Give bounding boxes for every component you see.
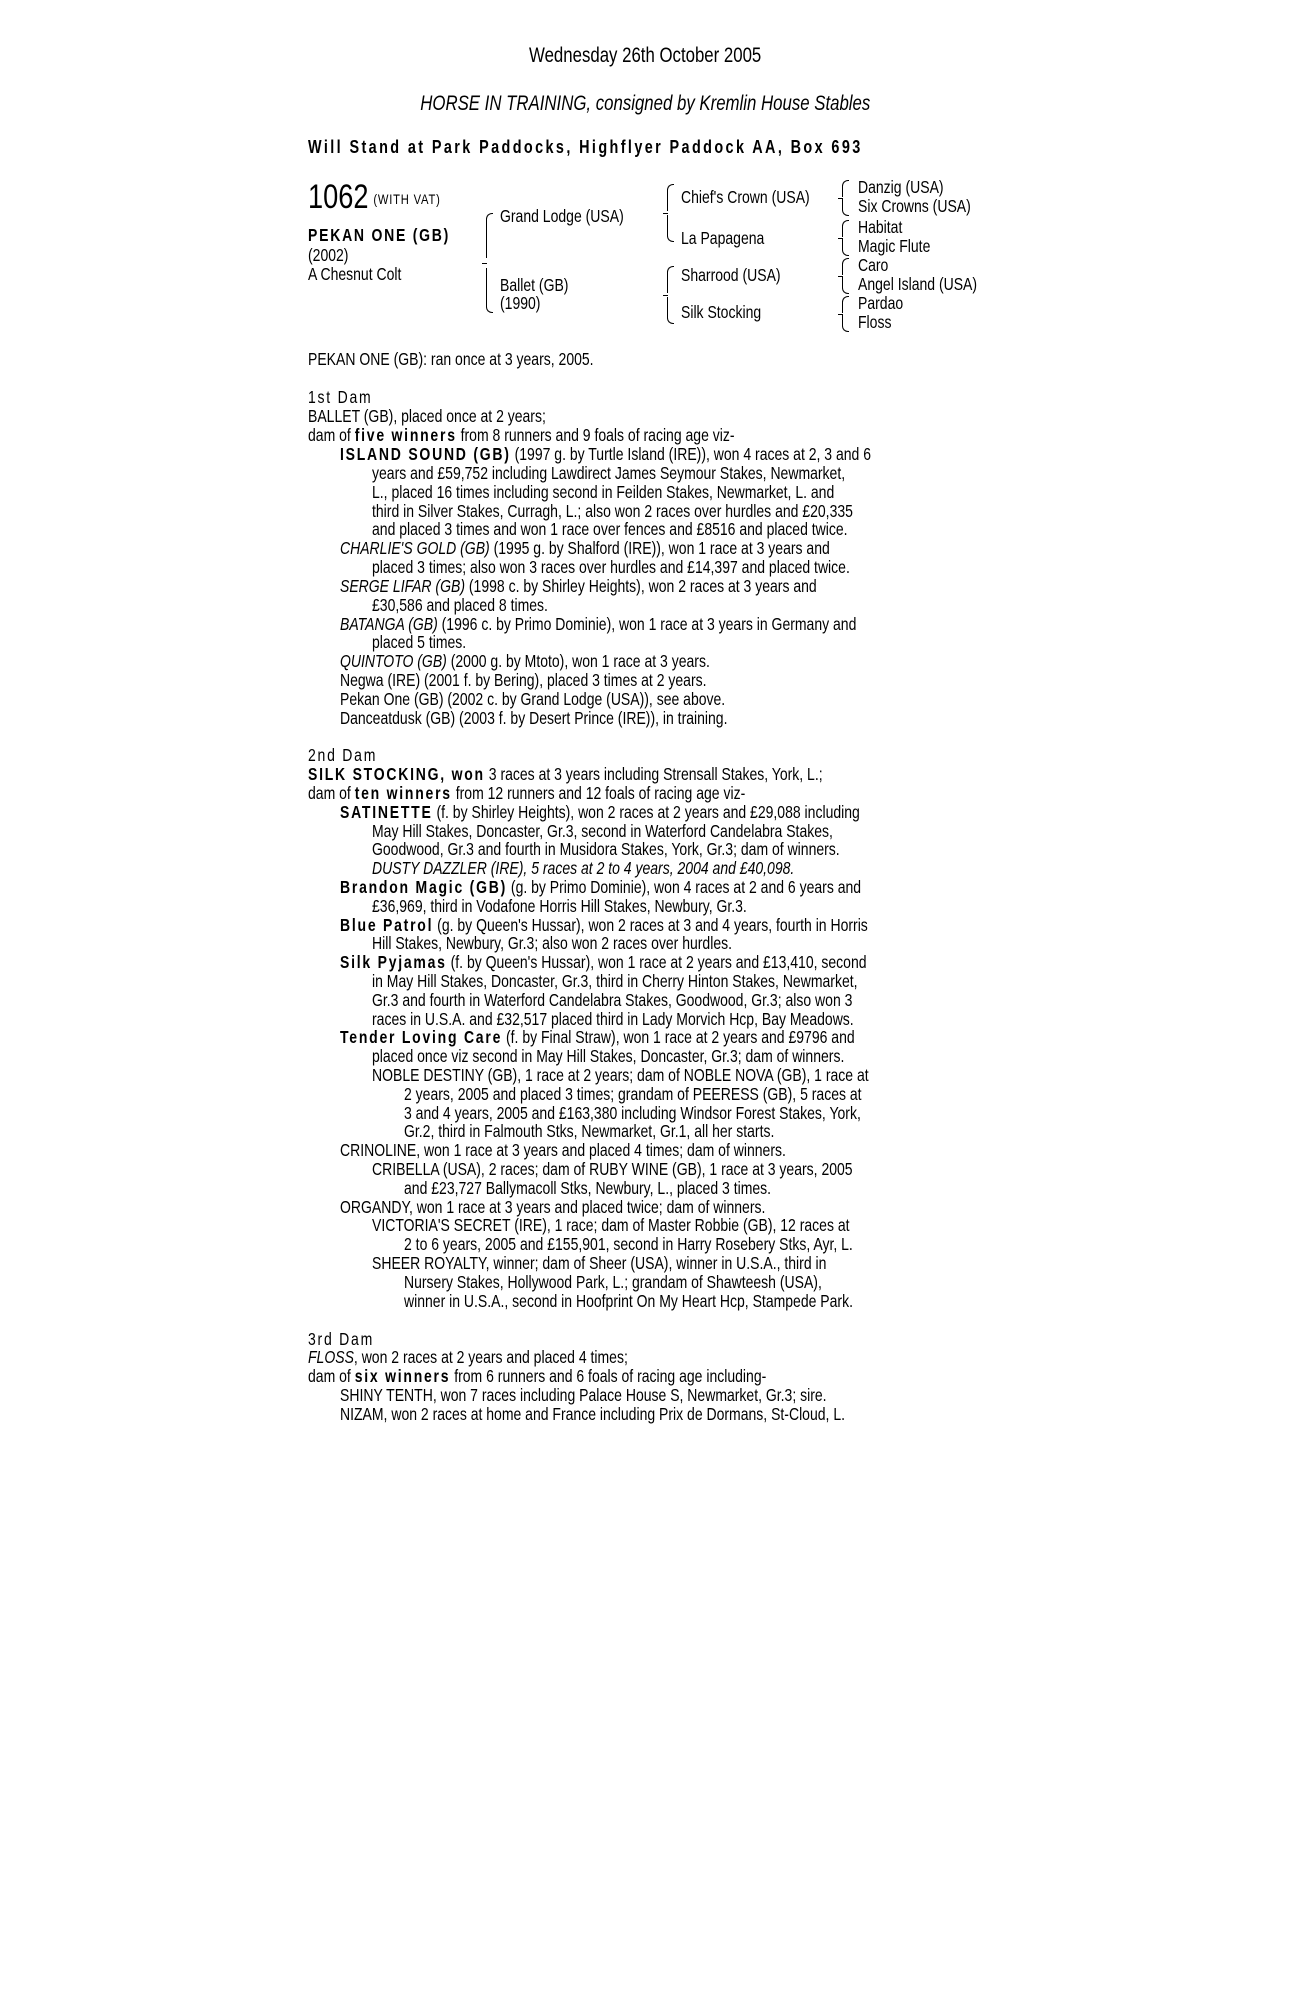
produce-entry: Danceatdusk (GB) (2003 f. by Desert Prince (IRE)), in training. bbox=[340, 708, 728, 728]
produce-entry-cont: Goodwood, Gr.3 and fourth in Musidora Stakes, York, Gr.3; dam of winners. bbox=[372, 839, 840, 859]
produce-entry: CRINOLINE, won 1 race at 3 years and placed 4 times; dam of winners. bbox=[340, 1140, 786, 1160]
produce-entry: SHINY TENTH, won 7 races including Palace House S, Newmarket, Gr.3; sire. bbox=[340, 1385, 827, 1405]
produce-entry: Pekan One (GB) (2002 c. by Grand Lodge (USA)), see above. bbox=[340, 689, 726, 709]
pedigree-sire-sire: Chief's Crown (USA) bbox=[681, 187, 810, 207]
produce-entry: BATANGA (GB) (1996 c. by Primo Dominie), won 1 race at 3 years in Germany and bbox=[340, 614, 857, 634]
pedigree-brace bbox=[663, 184, 673, 242]
pedigree-brace bbox=[838, 180, 848, 216]
lot-number: 1062 (WITH VAT) bbox=[308, 178, 441, 216]
pedigree-g7: Pardao bbox=[858, 293, 904, 313]
produce-entry-cont: 2 to 6 years, 2005 and £155,901, second in Harry Rosebery Stks, Ayr, L. bbox=[404, 1234, 853, 1254]
produce-entry-cont: and placed 3 times and won 1 race over fences and £8516 and placed twice. bbox=[372, 519, 848, 539]
produce-entry-cont: races in U.S.A. and £32,517 placed third in Lady Morvich Hcp, Bay Meadows. bbox=[372, 1009, 854, 1029]
produce-entry-cont: Hill Stakes, Newbury, Gr.3; also won 2 races over hurdles. bbox=[372, 933, 733, 953]
produce-entry: ORGANDY, won 1 race at 3 years and placed twice; dam of winners. bbox=[340, 1197, 766, 1217]
pedigree-dam: Ballet (GB) bbox=[500, 275, 569, 295]
stand-location: Will Stand at Park Paddocks, Highflyer Paddock AA, Box 693 bbox=[308, 137, 863, 157]
produce-entry: NIZAM, won 2 races at home and France including Prix de Dormans, St-Cloud, L. bbox=[340, 1404, 845, 1424]
pedigree-dam-dam: Silk Stocking bbox=[681, 302, 762, 322]
section-heading: 1st Dam bbox=[308, 387, 373, 407]
produce-entry: Blue Patrol (g. by Queen's Hussar), won 2 races at 3 and 4 years, fourth in Horris bbox=[340, 915, 868, 935]
produce-entry: Negwa (IRE) (2001 f. by Bering), placed 3 times at 2 years. bbox=[340, 670, 707, 690]
produce-entry: Tender Loving Care (f. by Final Straw), won 1 race at 2 years and £9796 and bbox=[340, 1027, 855, 1047]
pedigree-sire-dam: La Papagena bbox=[681, 228, 765, 248]
produce-entry-cont: £36,969, third in Vodafone Horris Hill Stakes, Newbury, Gr.3. bbox=[372, 896, 747, 916]
pedigree-dam-sire: Sharrood (USA) bbox=[681, 265, 781, 285]
pedigree-brace bbox=[838, 258, 848, 294]
produce-entry-cont: 2 years, 2005 and placed 3 times; grandam of PEERESS (GB), 5 races at bbox=[404, 1084, 862, 1104]
produce-entry: SATINETTE (f. by Shirley Heights), won 2 races at 2 years and £29,088 including bbox=[340, 802, 860, 822]
produce-entry: ISLAND SOUND (GB) (1997 g. by Turtle Island (IRE)), won 4 races at 2, 3 and 6 bbox=[340, 444, 871, 464]
produce-entry-cont: winner in U.S.A., second in Hoofprint On My Heart Hcp, Stampede Park. bbox=[404, 1291, 853, 1311]
pedigree-g1: Danzig (USA) bbox=[858, 177, 944, 197]
produce-entry-cont: DUSTY DAZZLER (IRE), 5 races at 2 to 4 years, 2004 and £40,098. bbox=[372, 858, 795, 878]
produce-entry-cont: CRIBELLA (USA), 2 races; dam of RUBY WINE (GB), 1 race at 3 years, 2005 bbox=[372, 1159, 853, 1179]
pedigree-brace bbox=[838, 220, 848, 256]
produce-entry-cont: NOBLE DESTINY (GB), 1 race at 2 years; dam of NOBLE NOVA (GB), 1 race at bbox=[372, 1065, 869, 1085]
pedigree-g4: Magic Flute bbox=[858, 236, 931, 256]
sale-date: Wednesday 26th October 2005 bbox=[528, 44, 762, 67]
produce-entry: SERGE LIFAR (GB) (1998 c. by Shirley Heights), won 2 races at 3 years and bbox=[340, 576, 817, 596]
produce-entry-cont: Gr.3 and fourth in Waterford Candelabra Stakes, Goodwood, Gr.3; also won 3 bbox=[372, 990, 853, 1010]
produce-entry-cont: Nursery Stakes, Hollywood Park, L.; grandam of Shawteesh (USA), bbox=[404, 1272, 822, 1292]
produce-entry-cont: VICTORIA'S SECRET (IRE), 1 race; dam of Master Robbie (GB), 12 races at bbox=[372, 1215, 850, 1235]
dam-produce-summary: dam of six winners from 6 runners and 6 foals of racing age including- bbox=[308, 1366, 767, 1386]
pedigree-dam-year: (1990) bbox=[500, 293, 541, 313]
horse-description: A Chesnut Colt bbox=[308, 264, 402, 284]
section-heading: 2nd Dam bbox=[308, 745, 378, 765]
horse-name: PEKAN ONE (GB) bbox=[308, 225, 451, 245]
vat-note: (WITH VAT) bbox=[373, 191, 441, 208]
pedigree-g5: Caro bbox=[858, 255, 889, 275]
pedigree-g3: Habitat bbox=[858, 217, 903, 237]
produce-entry-cont: in May Hill Stakes, Doncaster, Gr.3, third in Cherry Hinton Stakes, Newmarket, bbox=[372, 971, 858, 991]
produce-entry-cont: and £23,727 Ballymacoll Stks, Newbury, L., placed 3 times. bbox=[404, 1178, 772, 1198]
produce-entry-cont: £30,586 and placed 8 times. bbox=[372, 595, 548, 615]
produce-entry: Silk Pyjamas (f. by Queen's Hussar), won 1 race at 2 years and £13,410, second bbox=[340, 952, 867, 972]
dam-produce-summary: dam of five winners from 8 runners and 9 foals of racing age viz- bbox=[308, 425, 735, 445]
pedigree-sire: Grand Lodge (USA) bbox=[500, 206, 624, 226]
pedigree-g6: Angel Island (USA) bbox=[858, 274, 978, 294]
section-heading: 3rd Dam bbox=[308, 1329, 375, 1349]
pedigree-brace bbox=[663, 266, 673, 324]
produce-entry-cont: May Hill Stakes, Doncaster, Gr.3, second in Waterford Candelabra Stakes, bbox=[372, 821, 833, 841]
produce-entry: CHARLIE'S GOLD (GB) (1995 g. by Shalford (IRE)), won 1 race at 3 years and bbox=[340, 538, 830, 558]
produce-entry: Brandon Magic (GB) (g. by Primo Dominie), won 4 races at 2 and 6 years and bbox=[340, 877, 862, 897]
produce-entry-cont: Gr.2, third in Falmouth Stks, Newmarket, Gr.1, all her starts. bbox=[404, 1121, 775, 1141]
produce-entry-cont: placed once viz second in May Hill Stakes, Doncaster, Gr.3; dam of winners. bbox=[372, 1046, 845, 1066]
dam-line: FLOSS, won 2 races at 2 years and placed 4 times; bbox=[308, 1347, 628, 1367]
produce-entry: QUINTOTO (GB) (2000 g. by Mtoto), won 1 race at 3 years. bbox=[340, 651, 710, 671]
consignment-line: HORSE IN TRAINING, consigned by Kremlin House Stables bbox=[419, 92, 871, 115]
produce-entry-cont: 3 and 4 years, 2005 and £163,380 including Windsor Forest Stakes, York, bbox=[404, 1103, 861, 1123]
pedigree-brace bbox=[482, 213, 492, 313]
dam-line: BALLET (GB), placed once at 2 years; bbox=[308, 406, 546, 426]
pedigree-g8: Floss bbox=[858, 312, 892, 332]
racing-summary: PEKAN ONE (GB): ran once at 3 years, 2005. bbox=[308, 349, 594, 369]
produce-entry-cont: years and £59,752 including Lawdirect James Seymour Stakes, Newmarket, bbox=[372, 463, 846, 483]
produce-entry-cont: placed 5 times. bbox=[372, 632, 467, 652]
pedigree-brace bbox=[838, 296, 848, 332]
dam-produce-summary: dam of ten winners from 12 runners and 12 foals of racing age viz- bbox=[308, 783, 746, 803]
produce-entry-cont: placed 3 times; also won 3 races over hurdles and £14,397 and placed twice. bbox=[372, 557, 850, 577]
pedigree-g2: Six Crowns (USA) bbox=[858, 196, 971, 216]
foaling-year: (2002) bbox=[308, 245, 349, 265]
produce-entry-cont: SHEER ROYALTY, winner; dam of Sheer (USA), winner in U.S.A., third in bbox=[372, 1253, 827, 1273]
produce-entry-cont: third in Silver Stakes, Curragh, L.; also won 2 races over hurdles and £20,335 bbox=[372, 501, 853, 521]
produce-entry-cont: L., placed 16 times including second in Feilden Stakes, Newmarket, L. and bbox=[372, 482, 835, 502]
dam-line: SILK STOCKING, won 3 races at 3 years including Strensall Stakes, York, L.; bbox=[308, 764, 823, 784]
